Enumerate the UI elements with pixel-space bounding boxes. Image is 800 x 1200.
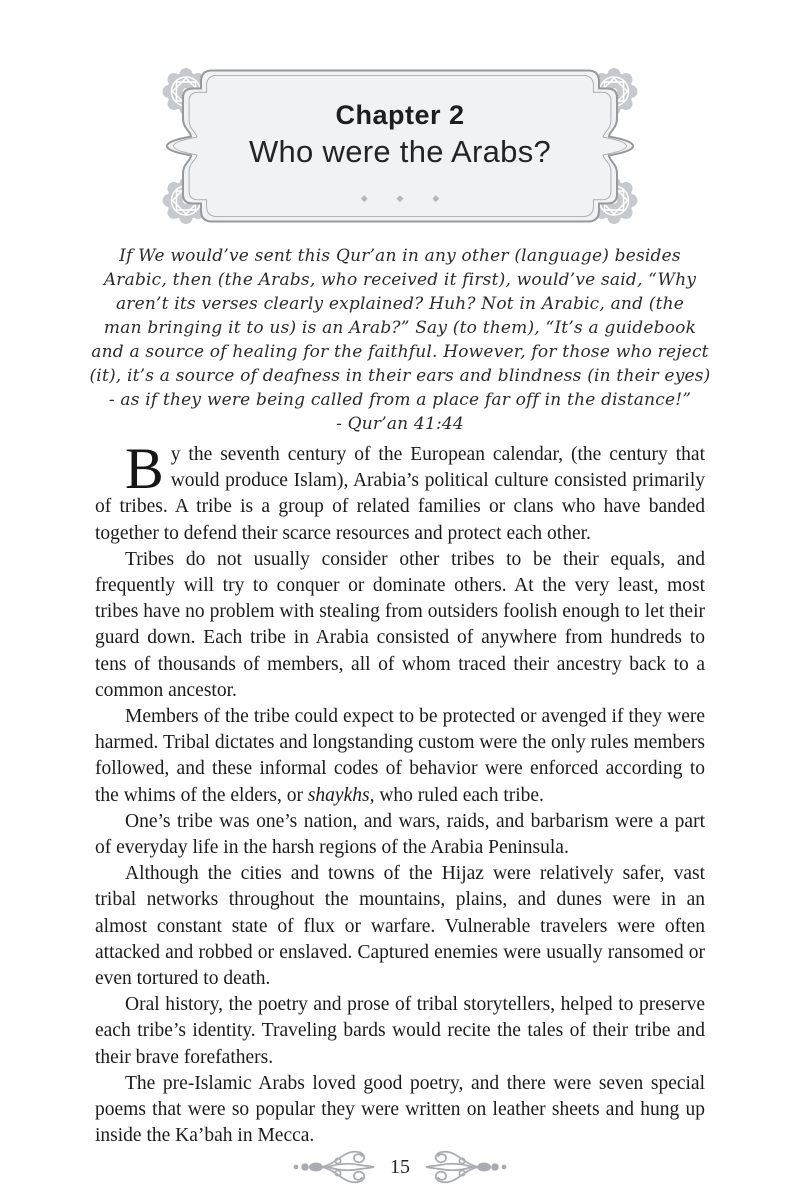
paragraph-text: , who ruled each tribe.	[369, 784, 544, 806]
paragraph-text: y the seventh century of the European calendar, (the century that would produce Islam), Arabia’s political culture consisted primarily of tribes. A tribe is a group of related families or clans who have banded together to defend their scarce resources and protect each other.	[95, 444, 705, 544]
paragraph	[95, 436, 705, 547]
quote-attribution: - Qur’an 41:44	[336, 414, 464, 434]
chapter-title: Who were the Arabs?	[248, 134, 552, 169]
quote-line: and a source of healing for the faithful. However, for those who reject	[91, 342, 709, 362]
quote-line: (it), it’s a source of deafness in their ears and blindness (in their eyes)	[89, 366, 711, 386]
quote-line: - as if they were being called from a place far off in the distance!”	[108, 390, 692, 410]
drop-cap: B	[125, 436, 164, 501]
paragraph: Although the cities and towns of the Hijaz were relatively safer, vast tribal networks throughout the mountains, plains, and dunes were in an almost constant state of flux or warfare. Vulnerable travelers were often attacked and robbed or enslaved. Captured enemies were usually ransomed or even tortured to death.	[95, 863, 705, 990]
footer-flourish-right-icon	[420, 1150, 508, 1184]
paragraph: One’s tribe was one’s nation, and wars, raids, and barbarism were a part of everyday life in the harsh regions of the Arabia Peninsula.	[95, 810, 705, 859]
italic-term: shaykhs	[307, 784, 370, 806]
paragraph: Tribes do not usually consider other tribes to be their equals, and frequently will try to conquer or dominate others. At the very least, most tribes have no problem with stealing from outsiders foolish enough to let their guard down. Each tribe in Arabia consisted of anywhere from hundreds to tens of thousands of members, all of whom traced their ancestry back to a common ancestor.	[95, 548, 705, 701]
quote-line: If We would’ve sent this Qur’an in any other (language) besides	[119, 246, 681, 266]
paragraph-text: Members of the tribe could expect to be protected or avenged if they were harmed. Tribal dictates and longstanding custom were the only rules members followed, and these informal codes of behavior were enforced according to the whims of the elders, or	[95, 706, 705, 806]
chapter-label: Chapter 2	[335, 100, 465, 130]
body-text	[95, 436, 705, 1149]
quote-line: man bringing it to us) is an Arab?” Say (to them), “It’s a guidebook	[103, 318, 697, 338]
page-footer	[0, 1150, 800, 1184]
paragraph	[95, 704, 705, 809]
page-number: 15	[390, 1155, 410, 1178]
chapter-header-content	[150, 62, 650, 230]
chapter-header-box	[150, 62, 650, 230]
footer-flourish-left-icon	[292, 1150, 380, 1184]
quote-line: aren’t its verses clearly explained? Huh? Not in Arabic, and (the	[115, 294, 685, 314]
paragraph: The pre-Islamic Arabs loved good poetry, and there were seven special poems that were so popular they were written on leather sheets and hung up inside the Ka’bah in Mecca.	[95, 1072, 705, 1147]
quote-line: Arabic, then (the Arabs, who received it first), would’ve said, “Why	[103, 270, 697, 290]
paragraph: Oral history, the poetry and prose of tribal storytellers, helped to preserve each tribe’s identity. Traveling bards would recite the tales of their tribe and their brave forefathers.	[95, 994, 705, 1068]
quran-quote	[78, 244, 722, 436]
diamond-dots-ornament: ◆ ◆ ◆	[360, 194, 453, 204]
